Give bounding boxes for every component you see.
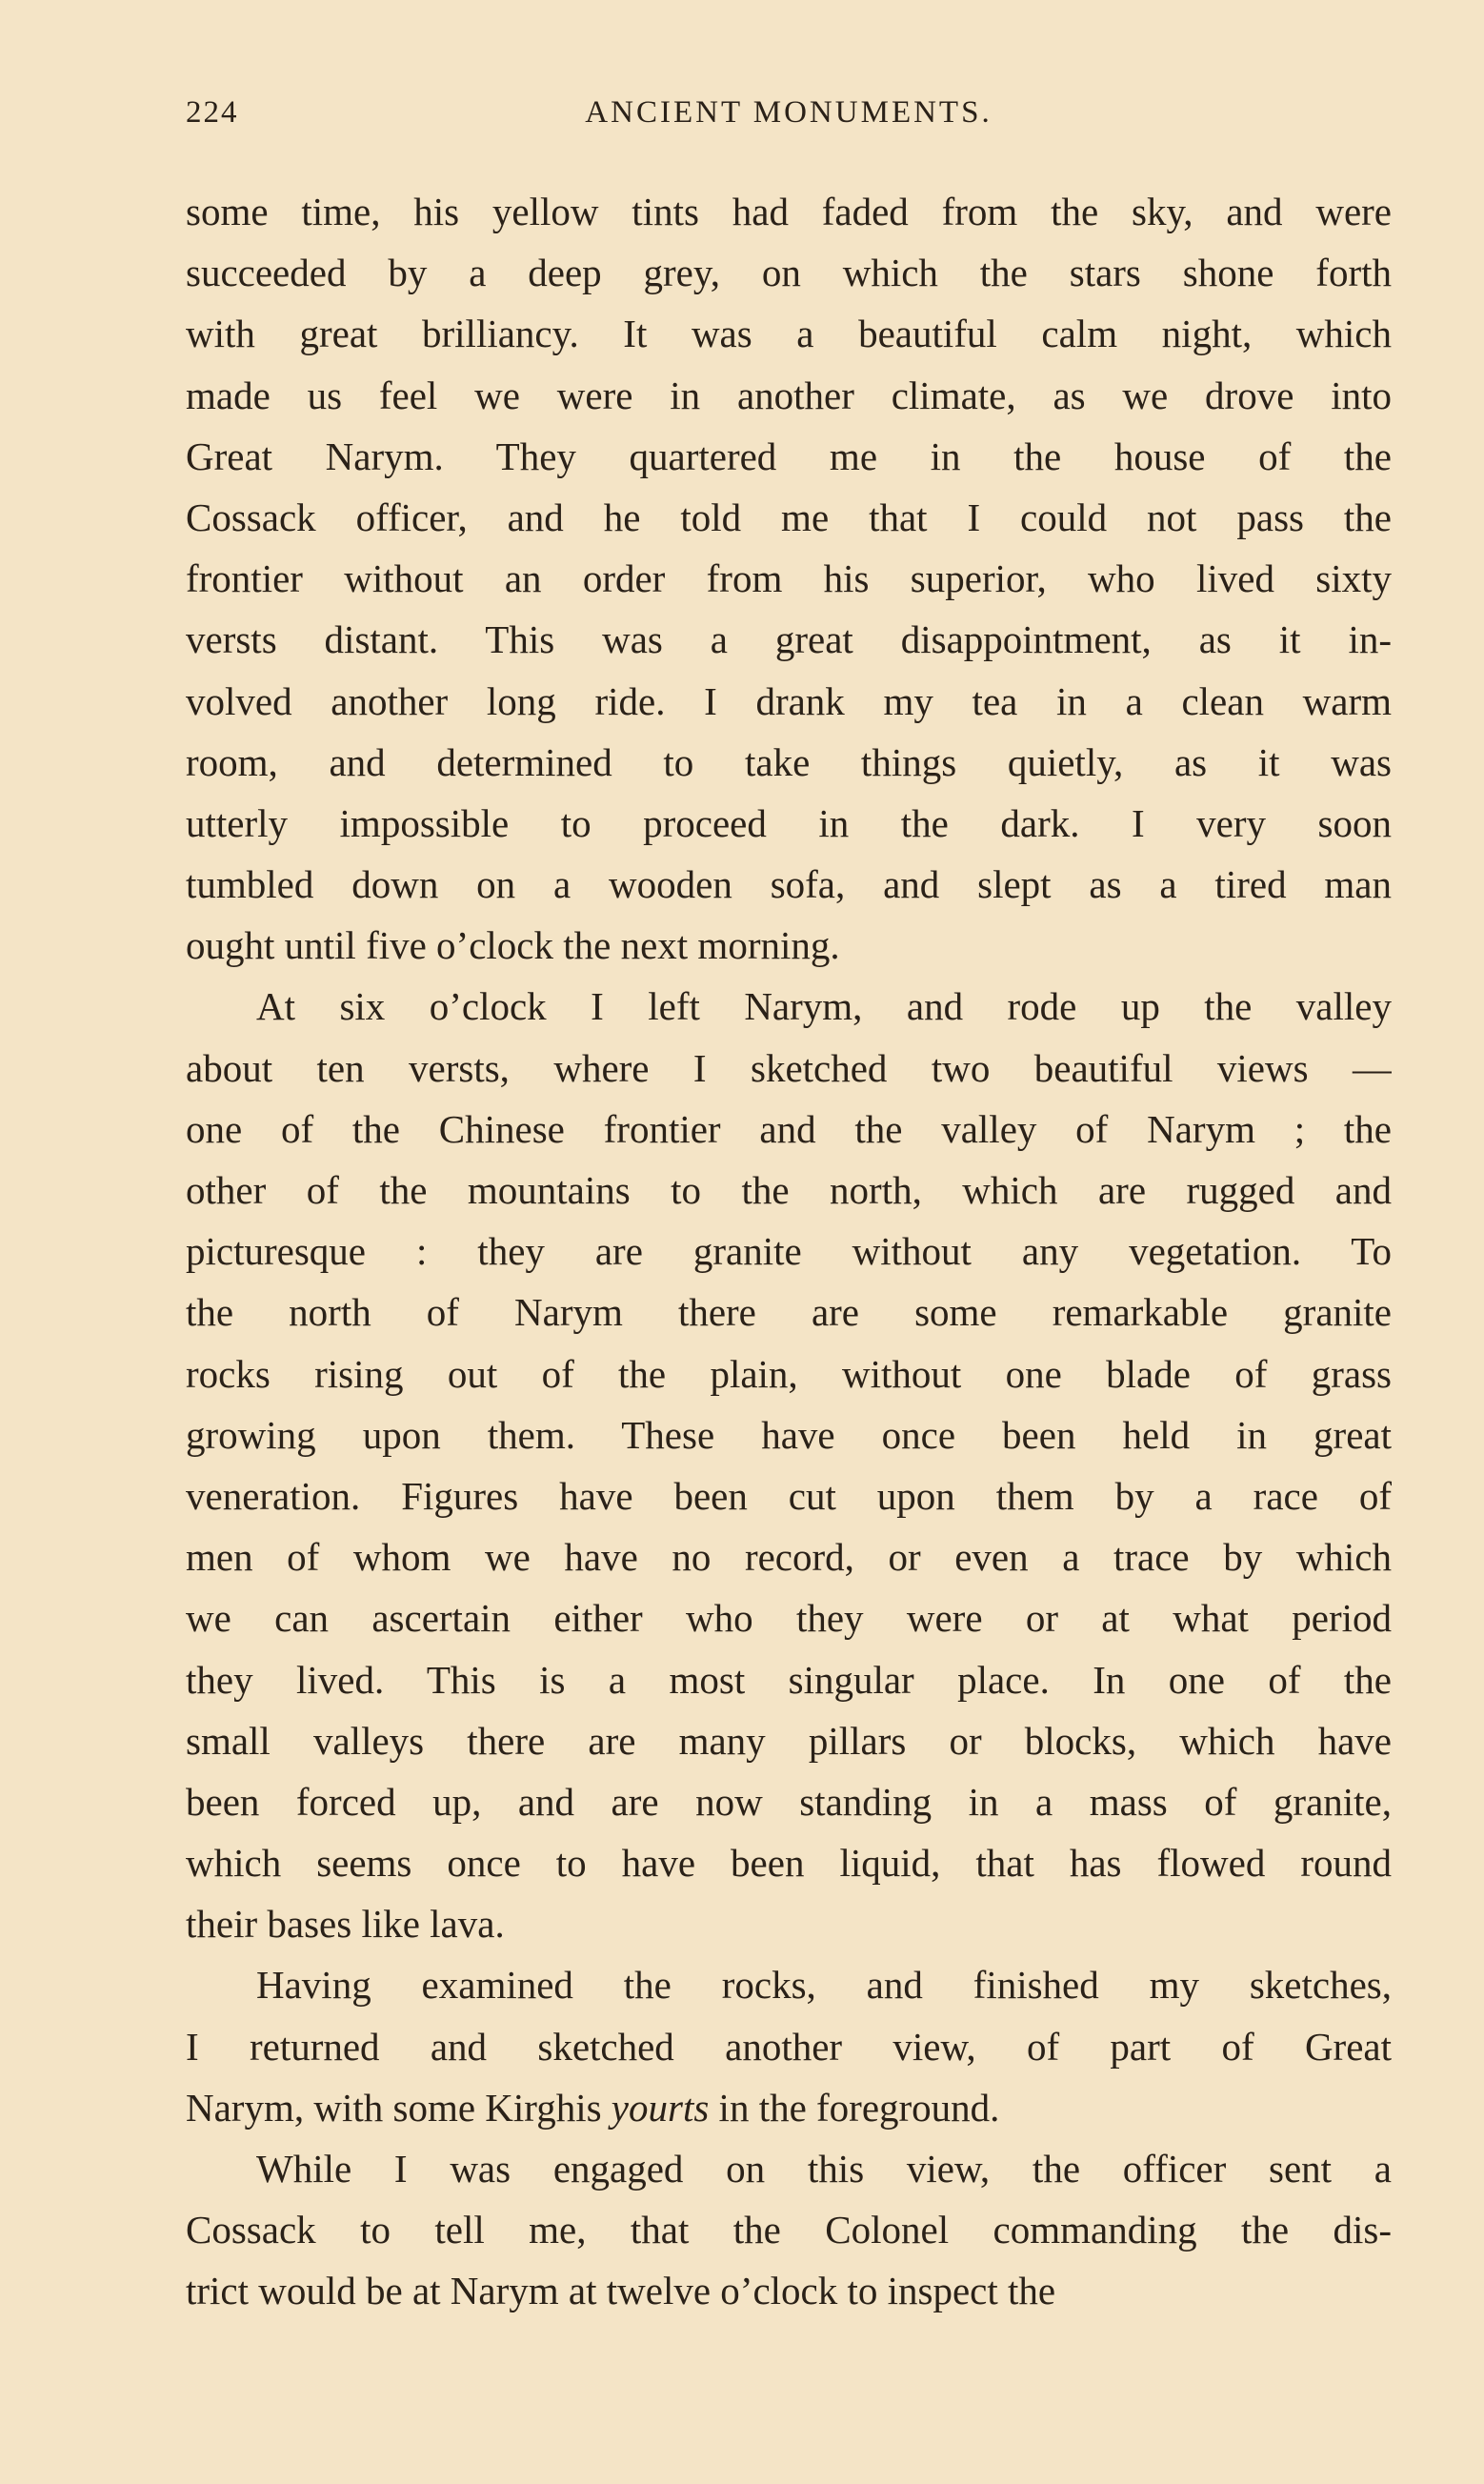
paragraph [186,2138,1392,2322]
paragraph [186,1954,1392,2138]
text-line: Cossack to tell me, that the Colonel commanding the dis- [186,2208,1392,2252]
text-line: Cossack officer, and he told me that I could not pass the [186,495,1392,539]
italic-word: yourts [611,2085,710,2130]
text-line: I returned and sketched another view, of part of Great [186,2024,1392,2069]
text-line: about ten versts, where I sketched two beautiful views — [186,1045,1392,1090]
text-line: we can ascertain either who they were or at what period [186,1596,1392,1641]
text-line: some time, his yellow tints had faded from the sky, and were [186,190,1392,233]
text-line: utterly impossible to proceed in the dark. I very soon [186,800,1392,845]
text-line: they lived. This is a most singular place. In one of the [186,1657,1392,1702]
text-line: At six o’clock I left Narym, and rode up the valley [256,984,1392,1029]
page-number: 224 [186,95,239,130]
text-line: trict would be at Narym at twelve o’clock to inspect the [186,2269,1056,2313]
text-line: Narym, with some Kirghis yourts in the foreground. [186,2085,1000,2130]
text-line: picturesque : they are granite without any vegetation. To [186,1229,1392,1274]
page-header [186,84,1392,141]
text-line: room, and determined to take things quietly, as it was [186,739,1392,784]
text-line: While I was engaged on this view, the officer sent a [256,2147,1392,2191]
running-head: ANCIENT MONUMENTS. [585,95,993,130]
text-line: Great Narym. They quartered me in the house of the [186,434,1392,478]
paragraph [186,976,1392,1954]
text-line: Having examined the rocks, and finished my sketches, [256,1963,1392,2008]
text-line: been forced up, and are now standing in a mass of granite, [186,1779,1392,1824]
text-line: volved another long ride. I drank my tea in a clean warm [186,678,1392,723]
text-line: with great brilliancy. It was a beautiful calm night, which [186,312,1392,356]
text-line: rocks rising out of the plain, without one blade of grass [186,1351,1392,1396]
text-line: other of the mountains to the north, which are rugged and [186,1168,1392,1212]
text-line: ought until five o’clock the next morning. [186,923,840,968]
paragraph [186,181,1392,976]
text-line: succeeded by a deep grey, on which the stars shone forth [186,251,1392,295]
text-line: growing upon them. These have once been held in great [186,1412,1392,1457]
text-line: made us feel we were in another climate, as we drove into [186,373,1392,417]
text-line: one of the Chinese frontier and the valley of Narym ; the [186,1106,1392,1151]
text-line: the north of Narym there are some remarkable granite [186,1290,1392,1335]
text-line: men of whom we have no record, or even a trace by which [186,1535,1392,1580]
text-line: which seems once to have been liquid, that has flowed round [186,1841,1392,1886]
text-line: frontier without an order from his superior, who lived sixty [186,556,1392,601]
body-text [186,181,1392,2322]
text-line: versts distant. This was a great disappointment, as it in- [186,617,1392,662]
text-line: their bases like lava. [186,1902,505,1947]
text-line: veneration. Figures have been cut upon them by a race of [186,1473,1392,1518]
text-line: small valleys there are many pillars or blocks, which have [186,1718,1392,1763]
text-line: tumbled down on a wooden sofa, and slept as a tired man [186,862,1392,907]
